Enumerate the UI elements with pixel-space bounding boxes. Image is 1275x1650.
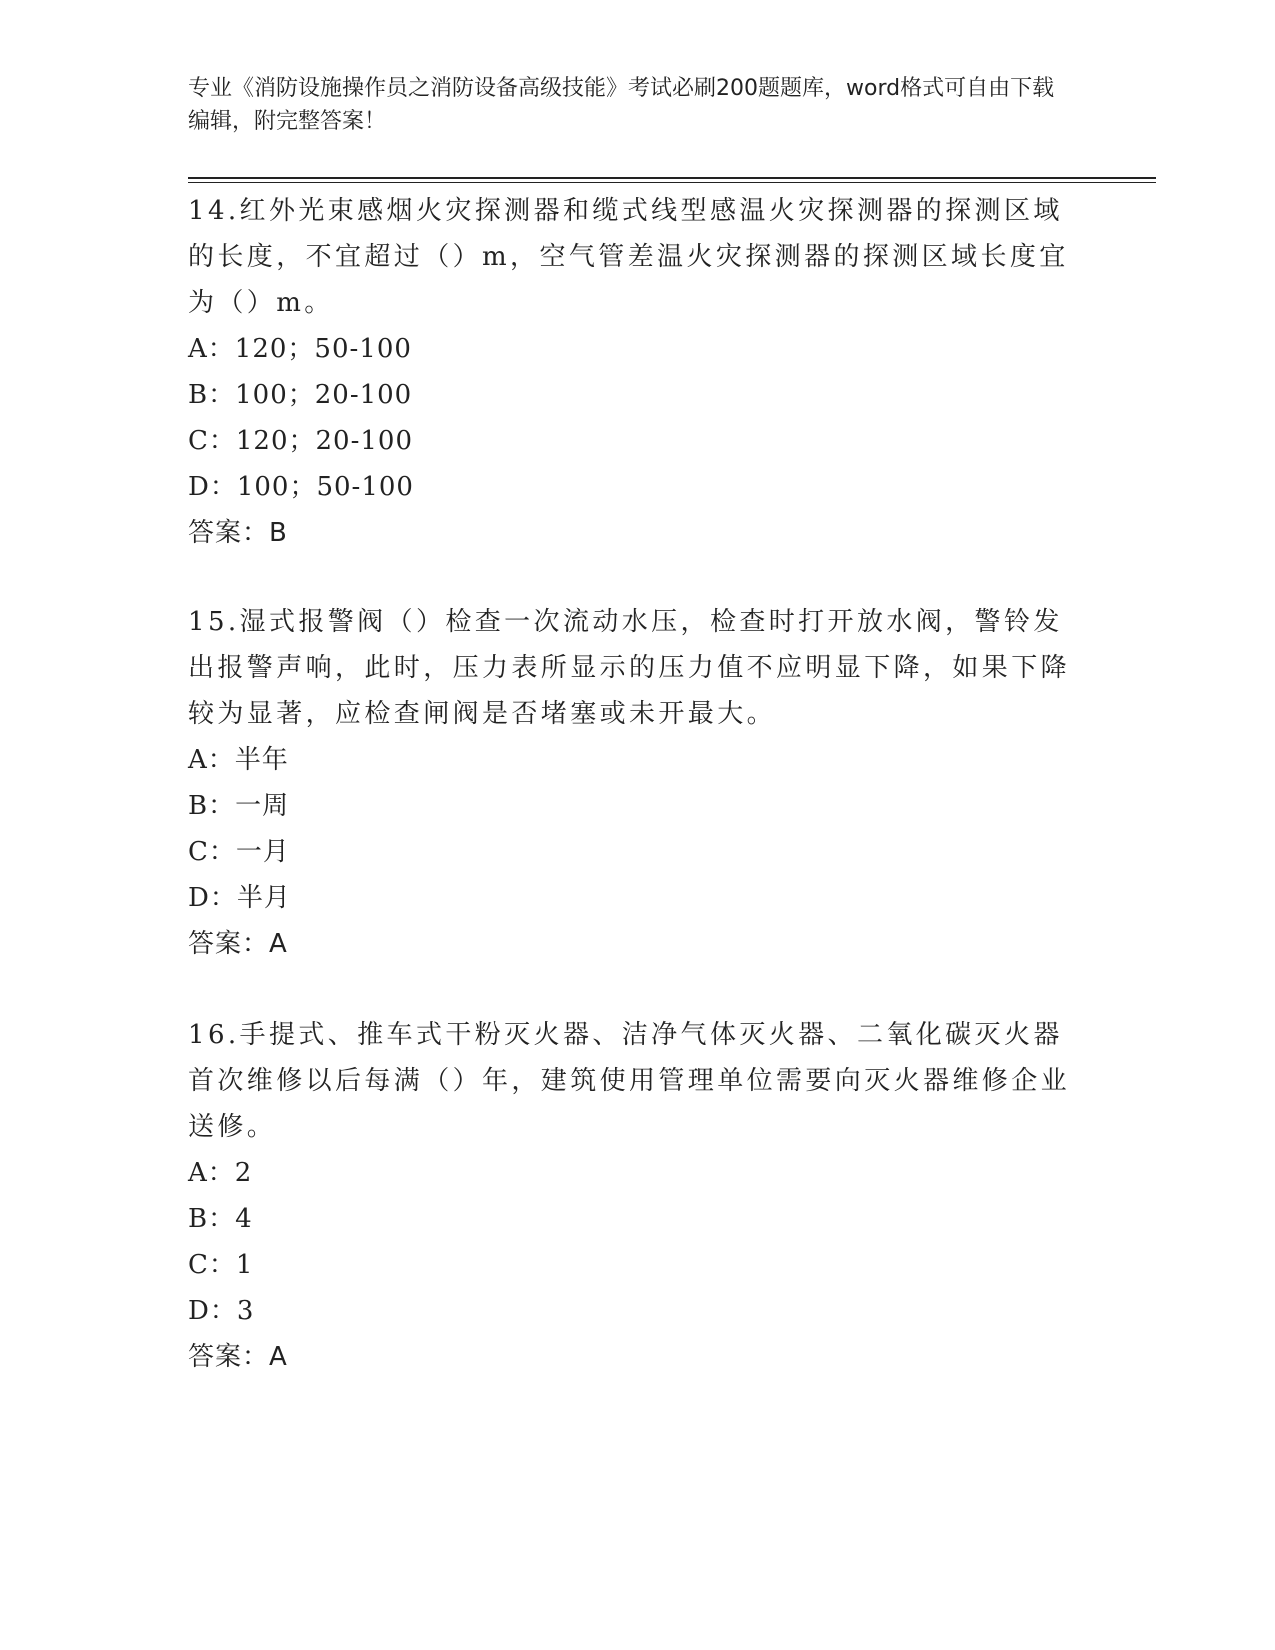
answer-line: 答案：A bbox=[188, 1342, 288, 1372]
header-divider bbox=[188, 177, 1156, 179]
option-c: C：120；20-100 bbox=[188, 426, 414, 456]
option-d: D：3 bbox=[188, 1296, 255, 1326]
option-b: B：一周 bbox=[188, 791, 290, 821]
option-b: B：4 bbox=[188, 1204, 253, 1234]
option-c: C：一月 bbox=[188, 837, 290, 867]
question-stem: 16.手提式、推车式干粉灭火器、洁净气体灭火器、二氧化碳灭火器首次维修以后每满（）年，建筑使用管理单位需要向灭火器维修企业送修。 bbox=[188, 1020, 1071, 1142]
option-c: C：1 bbox=[188, 1250, 254, 1280]
question-14 bbox=[188, 188, 1088, 556]
question-stem: 15.湿式报警阀（）检查一次流动水压，检查时打开放水阀，警铃发出报警声响，此时，压力表所显示的压力值不应明显下降，如果下降较为显著，应检查闸阀是否堵塞或未开最大。 bbox=[188, 607, 1071, 729]
option-d: D：半月 bbox=[188, 883, 291, 913]
question-15 bbox=[188, 599, 1088, 967]
answer-line: 答案：B bbox=[188, 518, 288, 548]
header-divider-thin bbox=[188, 182, 1156, 183]
option-a: A：120；50-100 bbox=[188, 334, 412, 364]
option-a: A：半年 bbox=[188, 745, 289, 775]
answer-line: 答案：A bbox=[188, 929, 288, 959]
question-16 bbox=[188, 1012, 1088, 1380]
option-d: D：100；50-100 bbox=[188, 472, 414, 502]
document-header: 专业《消防设施操作员之消防设备高级技能》考试必刷200题题库，word格式可自由下载编辑，附完整答案！ bbox=[188, 76, 1055, 134]
option-a: A：2 bbox=[188, 1158, 253, 1188]
option-b: B：100；20-100 bbox=[188, 380, 413, 410]
question-stem: 14.红外光束感烟火灾探测器和缆式线型感温火灾探测器的探测区域的长度，不宜超过（）m，空气管差温火灾探测器的探测区域长度宜为（）m。 bbox=[188, 196, 1069, 318]
